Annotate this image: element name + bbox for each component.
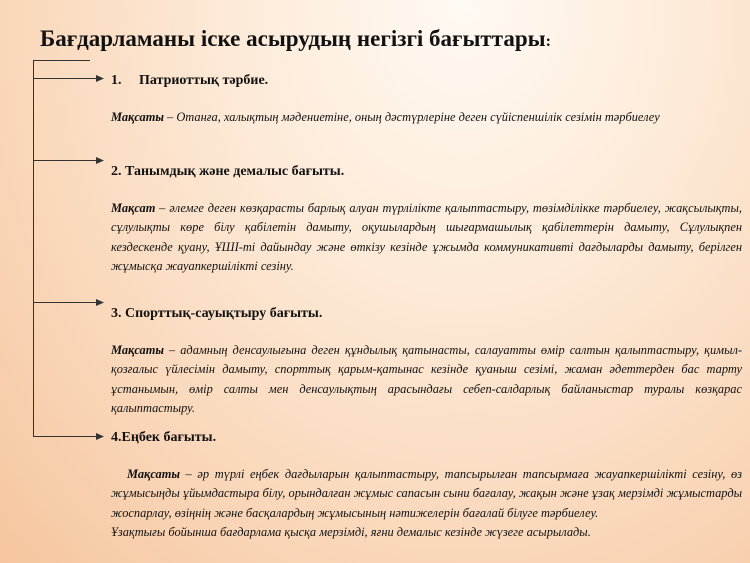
section-paragraph-1 — [111, 108, 742, 127]
arrow-head-1 — [96, 75, 104, 82]
section-paragraph-4 — [111, 465, 742, 542]
section-paragraph-3 — [111, 341, 742, 418]
duration-note: Ұзақтығы бойынша бағдарлама қысқа мерзімді, яғни демалыс кезінде жүзеге асырылады. — [111, 524, 591, 539]
goal-label-1: Мақсаты — [111, 110, 164, 124]
goal-label-4: Мақсаты — [127, 467, 180, 481]
section-heading-2: 2. Танымдық және демалыс бағыты. — [111, 164, 345, 179]
section-heading-4: 4.Еңбек бағыты. — [111, 430, 217, 445]
section-paragraph-2 — [111, 199, 742, 276]
title-colon: : — [545, 33, 551, 50]
section-heading-1-text: Патриоттық тәрбие. — [139, 73, 269, 88]
arrow-head-3 — [96, 299, 104, 306]
goal-text-2: – әлемге деген көзқарасты барлық алуан түрлілікте қалыптастыру, төзімділікке тәрбиелеу, жақсылықты, сұлулықты көре білу қабілетін дамыту, оқушылардың шығармашылық қабілеттерін дамыту, Сұлулықпен кездескенде қуану, ҰШІ-ті дайындау және өткізу кезінде ұжымда коммуникативті дағдыларды дамыту, берілген жұмысқа жауапкершілікті сезіну. — [111, 201, 742, 273]
title-text: Бағдарламаны іске асырудың негізгі бағыттары — [40, 26, 546, 51]
goal-text-4: – әр түрлі еңбек дағдыларын қалыптастыру, тапсырылған тапсырмаға жауапкершілікті сезіну, өз жұмысыңды ұйымдастыра білу, орындалған жұмыс сапасын сыни бағалау, жақын және ұзақ мерзімді жұмыстарды жоспарлау, өзіңнің және басқалардың жұмысының нәтижелерін бағалай білуге тәрбиелеу. — [111, 467, 742, 520]
section-heading-3: 3. Спорттық-сауықтыру бағыты. — [111, 306, 323, 321]
arrow-head-2 — [96, 157, 104, 164]
section-heading-1 — [111, 73, 268, 89]
goal-label-2: Мақсат — [111, 201, 156, 215]
goal-text-1: – Отанға, халықтың мәдениетіне, оның дәстүрлеріне деген сүйіспеншілік сезімін тәрбиелеу — [163, 110, 660, 124]
goal-text-3: – адамның денсаулығына деген құндылық қатынасты, салауатты өмір салтын қалыптастыру, қимыл-қозғалыс үйлесімін дамыту, спорттық қарым-қатынас кезінде қуаныш сезімі, жаман әдеттерден бас тарту ұстанымын, өмір салты мен денсаулықтың арасындағы себеп-салдарлық байланыстар туралы көзқарас қалыптастыру. — [111, 343, 742, 415]
arrow-head-4 — [96, 433, 104, 440]
goal-label-3: Мақсаты — [111, 343, 164, 357]
section-number-1: 1. — [111, 73, 122, 88]
